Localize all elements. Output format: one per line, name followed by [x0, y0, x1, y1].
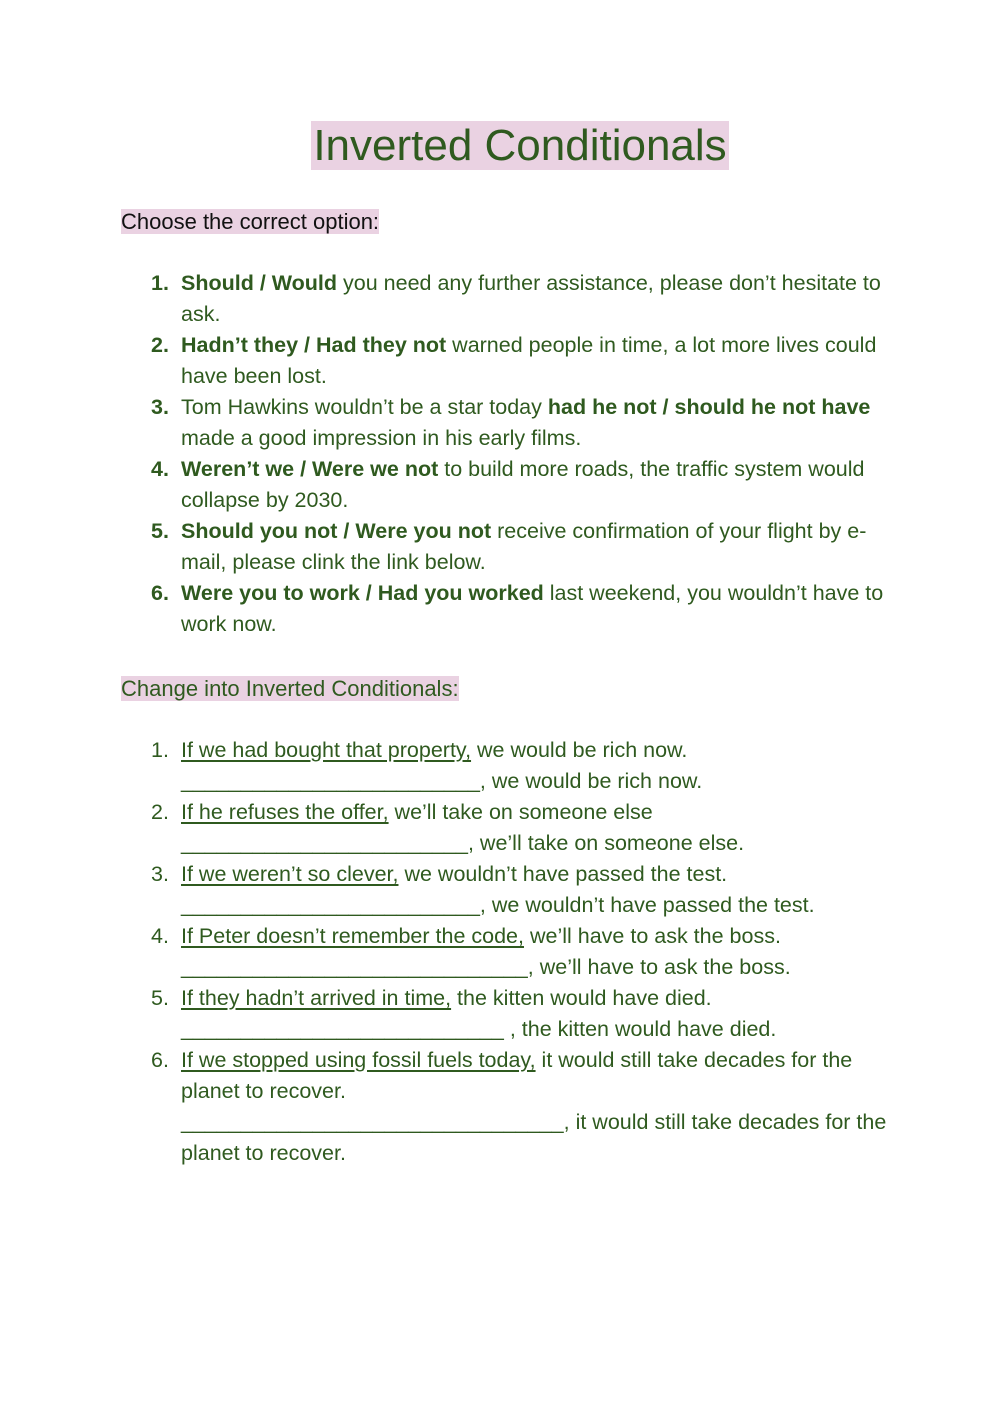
answer-line: ________________________________, it would still take decades for the planet to recover.: [181, 1110, 887, 1165]
underlined-clause: If we stopped using fossil fuels today,: [181, 1048, 536, 1072]
section-heading-choose: [121, 208, 379, 236]
list-item: [151, 797, 896, 859]
item-number: 4.: [151, 457, 169, 481]
item-number: 4.: [151, 924, 169, 948]
option-choices: Should / Would: [181, 271, 338, 295]
item-number: 2.: [151, 800, 169, 824]
item-text: it would still take decades for the planet to recover.: [181, 1048, 853, 1103]
option-choices: Should you not / Were you not: [181, 519, 492, 543]
answer-line: ________________________, we’ll take on someone else.: [181, 831, 745, 855]
section-heading-change: [121, 675, 459, 703]
item-number: 2.: [151, 333, 169, 357]
item-number: 6.: [151, 581, 169, 605]
item-number: 6.: [151, 1048, 169, 1072]
list-item: [151, 921, 896, 983]
list-item: [151, 454, 896, 516]
section-heading-change-text: Change into Inverted Conditionals:: [121, 676, 459, 701]
item-number: 1.: [151, 738, 169, 762]
answer-line: _________________________, we wouldn’t have passed the test.: [181, 893, 815, 917]
answer-line: _________________________, we would be rich now.: [181, 769, 703, 793]
list-item: [151, 330, 896, 392]
choose-option-list: [151, 268, 896, 640]
item-number: 5.: [151, 986, 169, 1010]
page-title-text: Inverted Conditionals: [313, 121, 727, 170]
item-text: made a good impression in his early films.: [181, 426, 582, 450]
answer-line: _____________________________, we’ll have to ask the boss.: [181, 955, 791, 979]
option-choices: Hadn’t they / Had they not: [181, 333, 447, 357]
item-text: we would be rich now.: [471, 738, 688, 762]
list-item: [151, 1045, 896, 1169]
list-item: [151, 983, 896, 1045]
underlined-clause: If he refuses the offer,: [181, 800, 389, 824]
item-text-before: Tom Hawkins wouldn’t be a star today: [181, 395, 548, 419]
option-choices: Weren’t we / Were we not: [181, 457, 439, 481]
answer-line: ___________________________ , the kitten would have died.: [181, 1017, 777, 1041]
list-item: [151, 516, 896, 578]
item-text: you need any further assistance, please don’t hesitate to ask.: [181, 271, 881, 326]
underlined-clause: If Peter doesn’t remember the code,: [181, 924, 524, 948]
item-number: 1.: [151, 271, 169, 295]
page-title: [0, 120, 1000, 172]
option-choices: had he not / should he not have: [547, 395, 871, 419]
list-item: [151, 578, 896, 640]
item-text: we wouldn’t have passed the test.: [398, 862, 728, 886]
item-text: warned people in time, a lot more lives could have been lost.: [181, 333, 877, 388]
section-heading-choose-text: Choose the correct option:: [121, 209, 380, 234]
item-number: 3.: [151, 395, 169, 419]
item-text: last weekend, you wouldn’t have to work now.: [181, 581, 884, 636]
list-item: [151, 859, 896, 921]
list-item: [151, 268, 896, 330]
option-choices: Were you to work / Had you worked: [181, 581, 544, 605]
item-number: 3.: [151, 862, 169, 886]
item-number: 5.: [151, 519, 169, 543]
item-text: receive confirmation of your flight by e-mail, please clink the link below.: [181, 519, 867, 574]
item-text: to build more roads, the traffic system would collapse by 2030.: [181, 457, 865, 512]
item-text: the kitten would have died.: [451, 986, 712, 1010]
underlined-clause: If we had bought that property,: [181, 738, 472, 762]
underlined-clause: If we weren’t so clever,: [181, 862, 399, 886]
item-text: we’ll take on someone else: [388, 800, 653, 824]
list-item: [151, 392, 896, 454]
list-item: [151, 735, 896, 797]
change-conditional-list: [151, 735, 896, 1169]
item-text: we’ll have to ask the boss.: [523, 924, 781, 948]
underlined-clause: If they hadn’t arrived in time,: [181, 986, 452, 1010]
